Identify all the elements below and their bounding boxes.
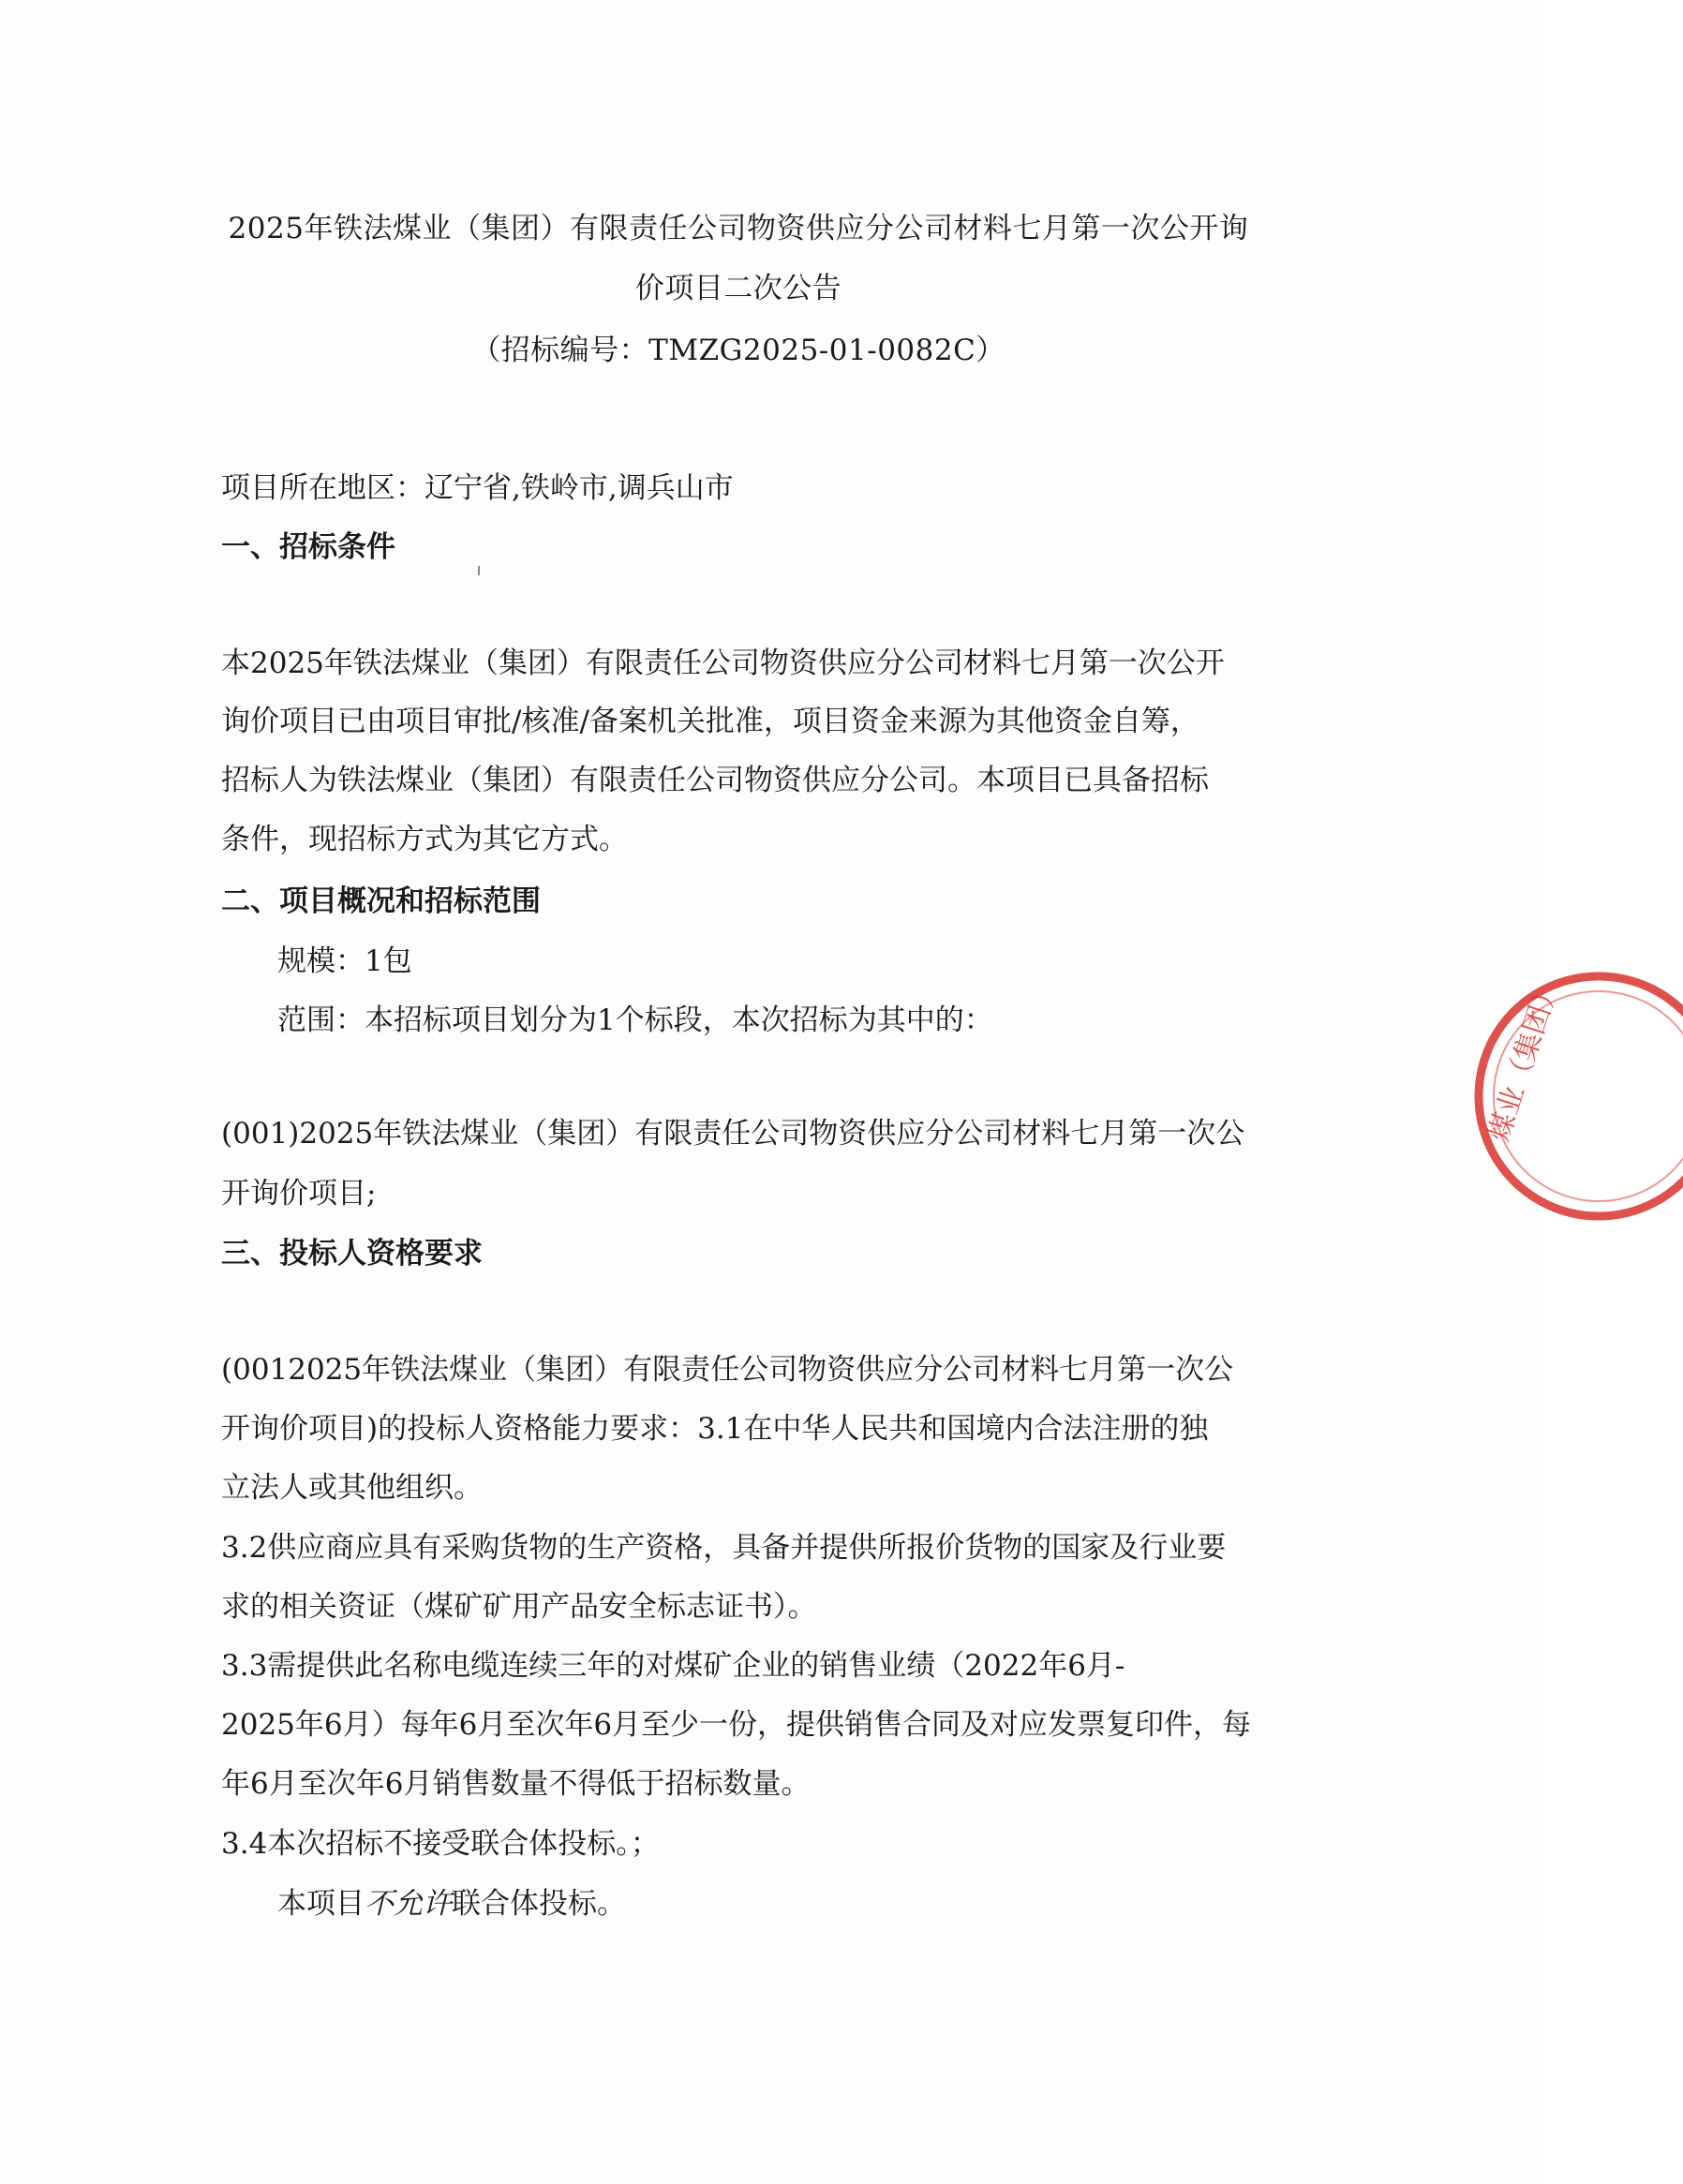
qualification-line: 求的相关资证（煤矿矿用产品安全标志证书）。 (221, 1590, 817, 1624)
qualification-line: 开询价项目)的投标人资格能力要求：3.1在中华人民共和国境内合法注册的独 (221, 1412, 1209, 1446)
title-line-1: 2025年铁法煤业（集团）有限责任公司物资供应分公司材料七月第一次公开询 (228, 212, 1249, 245)
title-line-2: 价项目二次公告 (634, 272, 842, 305)
lot-item-line: (001)2025年铁法煤业（集团）有限责任公司物资供应分公司材料七月第一次公 (221, 1117, 1245, 1151)
scale-line: 规模：1包 (277, 944, 412, 978)
lot-item-line: 开询价项目; (221, 1177, 377, 1211)
section-1-para-line: 条件，现招标方式为其它方式。 (221, 823, 628, 856)
qualification-line: 3.3需提供此名称电缆连续三年的对煤矿企业的销售业绩（2022年6月- (221, 1649, 1125, 1683)
qualification-line: 3.2供应商应具有采购货物的生产资格，具备并提供所报价货物的国家及行业要 (221, 1531, 1227, 1565)
consortium-suffix: 联合体投标。 (452, 1887, 626, 1921)
consortium-not-allowed: 不允许 (365, 1887, 452, 1921)
qualification-line: 立法人或其他组织。 (221, 1471, 483, 1505)
section-1-para-line: 本2025年铁法煤业（集团）有限责任公司物资供应分公司材料七月第一次公开 (221, 646, 1225, 680)
qualification-line: 2025年6月）每年6月至次年6月至少一份，提供销售合同及对应发票复印件，每 (221, 1708, 1252, 1742)
seal-text: 煤业（集团） (1482, 974, 1567, 1146)
qualification-line: 3.4本次招标不接受联合体投标。； (221, 1827, 660, 1861)
section-1-para-line: 询价项目已由项目审批/核准/备案机关批准，项目资金来源为其他资金自筹， (221, 705, 1199, 738)
section-1-heading: 一、招标条件 (221, 530, 395, 564)
qualification-line: (0012025年铁法煤业（集团）有限责任公司物资供应分公司材料七月第一次公 (221, 1353, 1234, 1387)
scan-mark (478, 566, 480, 575)
project-location: 项目所在地区：辽宁省,铁岭市,调兵山市 (221, 471, 734, 505)
qualification-line: 年6月至次年6月销售数量不得低于招标数量。 (221, 1767, 811, 1801)
consortium-prefix: 本项目 (277, 1887, 365, 1921)
section-1-para-line: 招标人为铁法煤业（集团）有限责任公司物资供应分公司。本项目已具备招标 (221, 764, 1209, 797)
scope-line: 范围：本招标项目划分为1个标段，本次招标为其中的： (277, 1003, 993, 1037)
tender-number: （招标编号：TMZG2025-01-0082C） (471, 334, 1005, 367)
company-seal (1458, 956, 1683, 1237)
section-3-heading: 三、投标人资格要求 (221, 1237, 483, 1270)
section-2-heading: 二、项目概况和招标范围 (221, 884, 541, 918)
consortium-statement (277, 1883, 626, 1924)
